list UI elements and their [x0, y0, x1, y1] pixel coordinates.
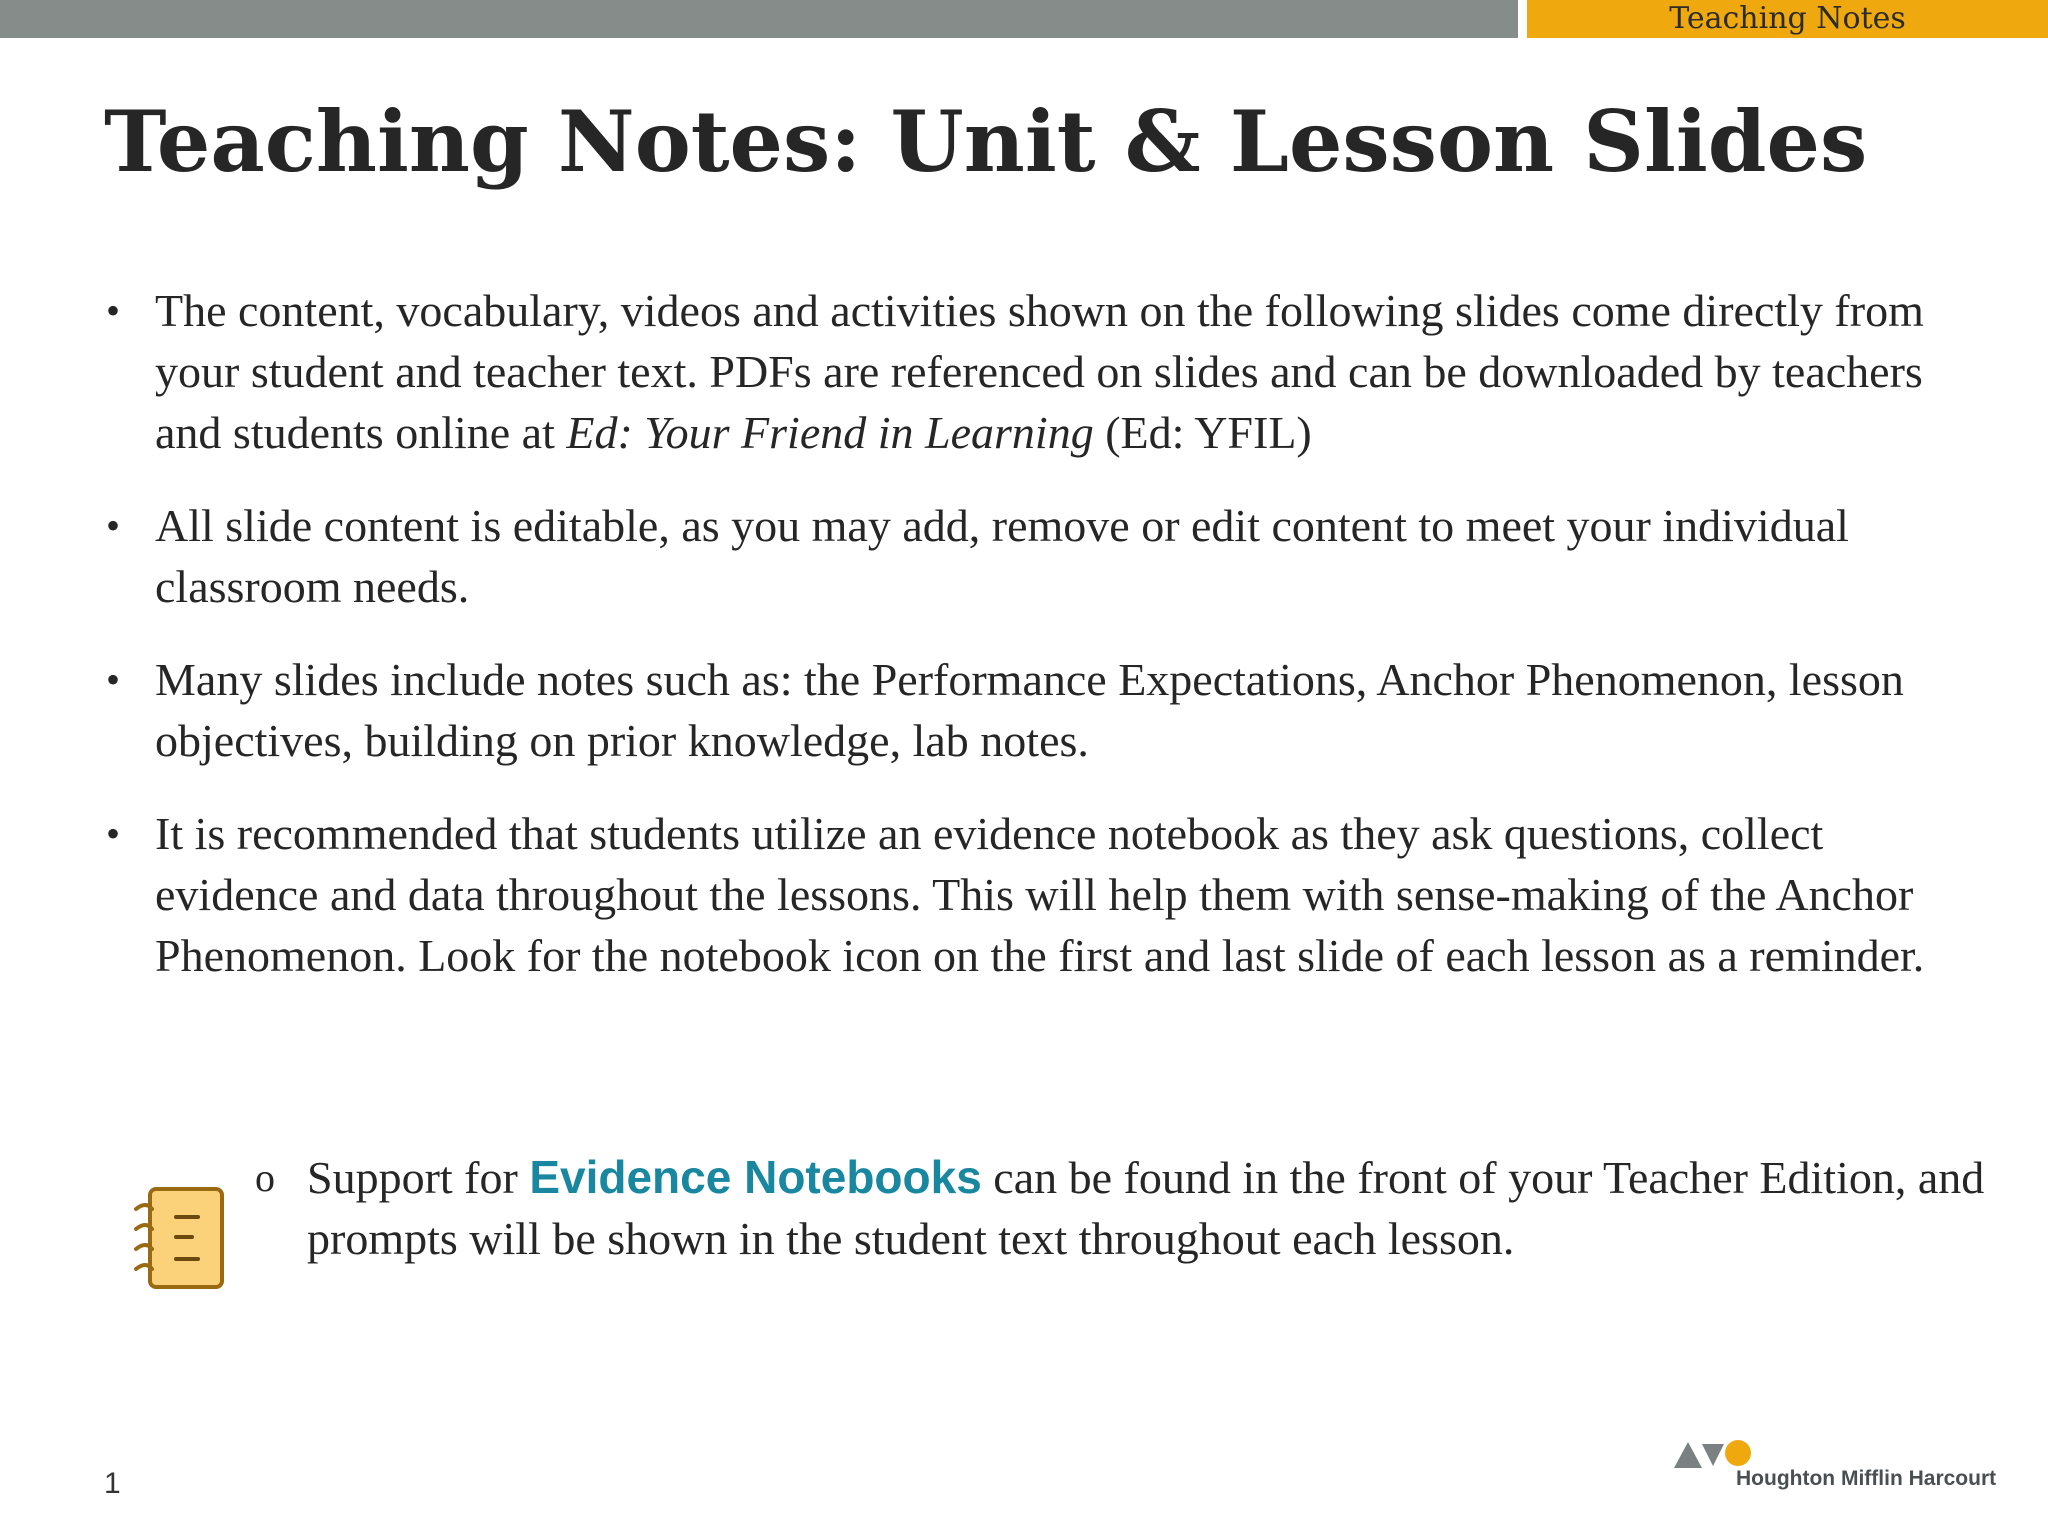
bullet-dot: •: [106, 657, 121, 702]
hmh-logo: [1672, 1436, 2002, 1496]
bullet-item-evidence-notebook: [100, 803, 1950, 986]
evidence-notebooks-link[interactable]: Evidence Notebooks: [529, 1151, 982, 1203]
bullet-text: Many slides include notes such as: the Performance Expectations, Anchor Phenomenon, lesson objectives, building on prior knowledge, lab notes.: [155, 654, 1904, 766]
slide-title: Teaching Notes: Unit & Lesson Slides: [104, 92, 1868, 191]
section-tab: Teaching Notes: [1527, 0, 2048, 38]
bullet-dot: •: [106, 811, 121, 856]
bullet-text: All slide content is editable, as you may add, remove or edit content to meet your individual classroom needs.: [155, 500, 1849, 612]
top-bar: [0, 0, 1518, 38]
bullet-item-editable: [100, 495, 1950, 617]
bullet-text: It is recommended that students utilize an evidence notebook as they ask questions, collect evidence and data throughout the lessons. This will help them with sense-making of the Anchor Phenomenon. Look for the notebook icon on the first and last slide of each lesson as a reminder.: [155, 808, 1925, 981]
bullet-item-notes: [100, 649, 1950, 771]
notebook-icon: [132, 1185, 228, 1291]
hmh-logo-icon: [1672, 1436, 1768, 1470]
bullet-text: The content, vocabulary, videos and activities shown on the following slides come directly from your student and teacher text. PDFs are referenced on slides and can be downloaded by teachers and students online at: [155, 285, 1924, 458]
bullet-dot: •: [106, 503, 121, 548]
sub-bullet-suffix: can be found in the front of your Teacher Edition, and prompts will be shown in the student text throughout each lesson.: [307, 1152, 1985, 1264]
sub-bullet-prefix: Support for: [307, 1152, 530, 1203]
page-number: 1: [104, 1467, 121, 1500]
bullet-emphasis: Ed: Your Friend in Learning: [566, 407, 1094, 458]
bullet-dot: •: [106, 288, 121, 333]
sub-bullet-marker: o: [255, 1155, 275, 1200]
bullet-item-content-source: [100, 280, 1950, 463]
bullet-list: [100, 280, 1950, 1018]
logo-text: Houghton Mifflin Harcourt: [1736, 1467, 1997, 1490]
sub-bullet-evidence-notebooks: [255, 1147, 2007, 1269]
bullet-suffix: (Ed: YFIL): [1093, 407, 1312, 458]
